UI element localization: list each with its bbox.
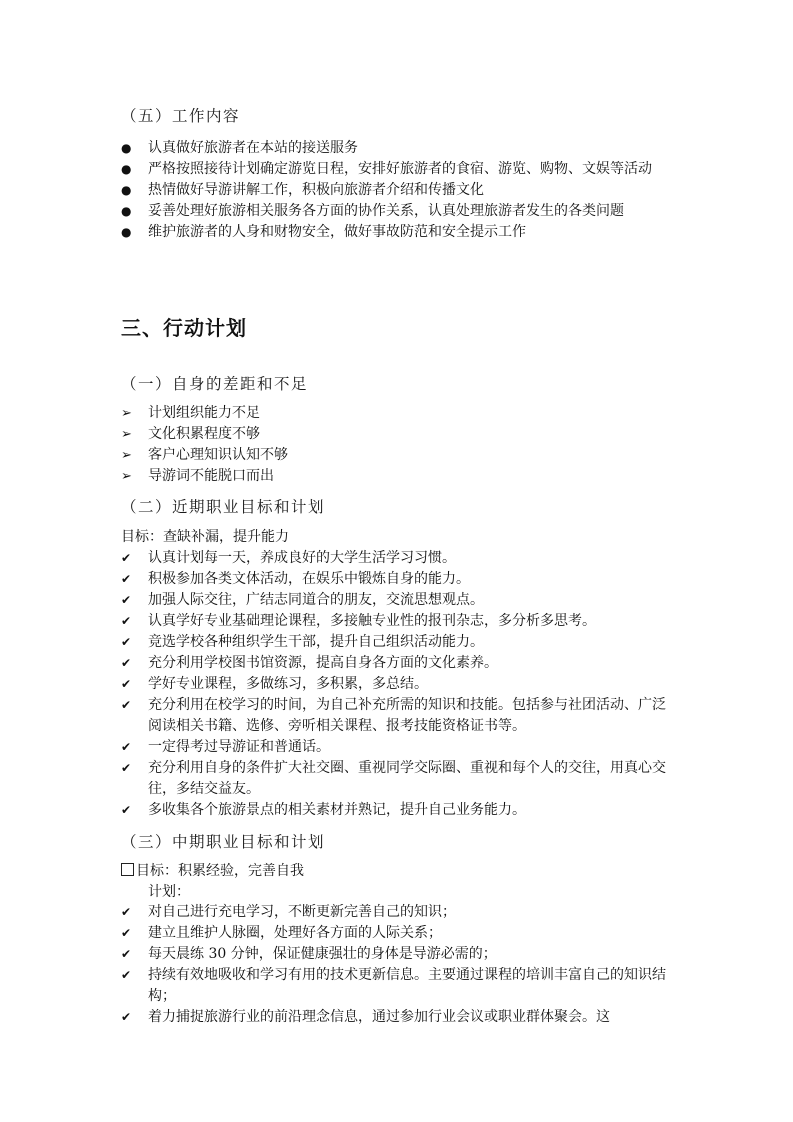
list-item: ✔ 着力捕捉旅游行业的前沿理念信息，通过参加行业会议或职业群体聚会。这 [0,1007,793,1028]
checkmark-icon [121,653,141,674]
subsection-3-plan-label: 计划： [148,884,190,900]
list-item: ✔ 每天晨练 30 分钟，保证健康强壮的身体是导游必需的； [0,944,793,965]
list-item: ● 妥善处理好旅游相关服务各方面的协作关系，认真处理旅游者发生的各类问题 [0,201,793,222]
bullet-dot-icon [121,138,141,159]
checkmark-icon [121,569,141,590]
bullet-dot-icon [121,180,141,201]
checkmark-icon [121,548,141,569]
arrow-bullet-icon [121,445,141,466]
list-item: ✔ 竞选学校各种组织学生干部，提升自己组织活动能力。 [0,632,793,653]
list-item: ✔ 多收集各个旅游景点的相关素材并熟记，提升自己业务能力。 [0,800,793,821]
checkmark-icon [121,800,141,821]
subsection-2-goal: 目标：查缺补漏，提升能力 [121,529,289,545]
subsection-3-list [0,902,793,1028]
list-item: ✔ 充分利用在校学习的时间，为自己补充所需的知识和技能。包括参与社团活动、广泛阅读相关书籍、选修、旁听相关课程、报考技能资格证书等。 [0,695,793,737]
subsection-3-goal: 目标：积累经验，完善自我 [121,861,304,882]
list-item: ➢ 文化积累程度不够 [0,424,793,445]
list-item: ● 维护旅游者的人身和财物安全，做好事故防范和安全提示工作 [0,222,793,243]
checkmark-icon [121,695,141,716]
subsection-2-list [0,548,793,821]
list-item: ✔ 积极参加各类文体活动，在娱乐中锻炼自身的能力。 [0,569,793,590]
checkmark-icon [121,965,141,986]
list-item: ✔ 充分利用自身的条件扩大社交圈、重视同学交际圈、重视和每个人的交往，用真心交往，多结交益友。 [0,758,793,800]
checkmark-icon [121,902,141,923]
list-item: ➢ 导游词不能脱口而出 [0,466,793,487]
bullet-dot-icon [121,201,141,222]
checkmark-icon [121,944,141,965]
arrow-bullet-icon [121,403,141,424]
list-item: ✔ 学好专业课程，多做练习，多积累，多总结。 [0,674,793,695]
list-item: ● 认真做好旅游者在本站的接送服务 [0,138,793,159]
list-item: ✔ 一定得考过导游证和普通话。 [0,737,793,758]
arrow-bullet-icon [121,466,141,487]
list-item: ● 热情做好导游讲解工作，积极向旅游者介绍和传播文化 [0,180,793,201]
section-5-title: （五）工作内容 [121,107,241,125]
list-item: ✔ 加强人际交往，广结志同道合的朋友，交流思想观点。 [0,590,793,611]
heading-action-plan: 三、行动计划 [121,316,247,340]
list-item: ➢ 计划组织能力不足 [0,403,793,424]
checkmark-icon [121,923,141,944]
bullet-dot-icon [121,222,141,243]
list-item: ✔ 认真计划每一天，养成良好的大学生活学习习惯。 [0,548,793,569]
checkmark-icon [121,611,141,632]
list-item: ✔ 认真学好专业基础理论课程，多接触专业性的报刊杂志，多分析多思考。 [0,611,793,632]
checkmark-icon [121,632,141,653]
checkmark-icon [121,1007,141,1028]
list-item: ➢ 客户心理知识认知不够 [0,445,793,466]
section-5-list [0,138,793,243]
list-item: ✔ 持续有效地吸收和学习有用的技术更新信息。主要通过课程的培训丰富自己的知识结构； [0,965,793,1007]
checkbox-square-icon [121,863,134,876]
subsection-1-list [0,403,793,487]
checkmark-icon [121,590,141,611]
checkmark-icon [121,674,141,695]
subsection-2-title: （二）近期职业目标和计划 [121,498,326,516]
checkmark-icon [121,758,141,779]
checkmark-icon [121,737,141,758]
list-item: ✔ 充分利用学校图书馆资源，提高自身各方面的文化素养。 [0,653,793,674]
arrow-bullet-icon [121,424,141,445]
list-item: ✔ 建立且维护人脉圈，处理好各方面的人际关系； [0,923,793,944]
list-item: ● 严格按照接待计划确定游览日程，安排好旅游者的食宿、游览、购物、文娱等活动 [0,159,793,180]
subsection-1-title: （一）自身的差距和不足 [121,375,309,393]
list-item: ✔ 对自己进行充电学习，不断更新完善自己的知识； [0,902,793,923]
bullet-dot-icon [121,159,141,180]
subsection-3-title: （三）中期职业目标和计划 [121,833,326,851]
